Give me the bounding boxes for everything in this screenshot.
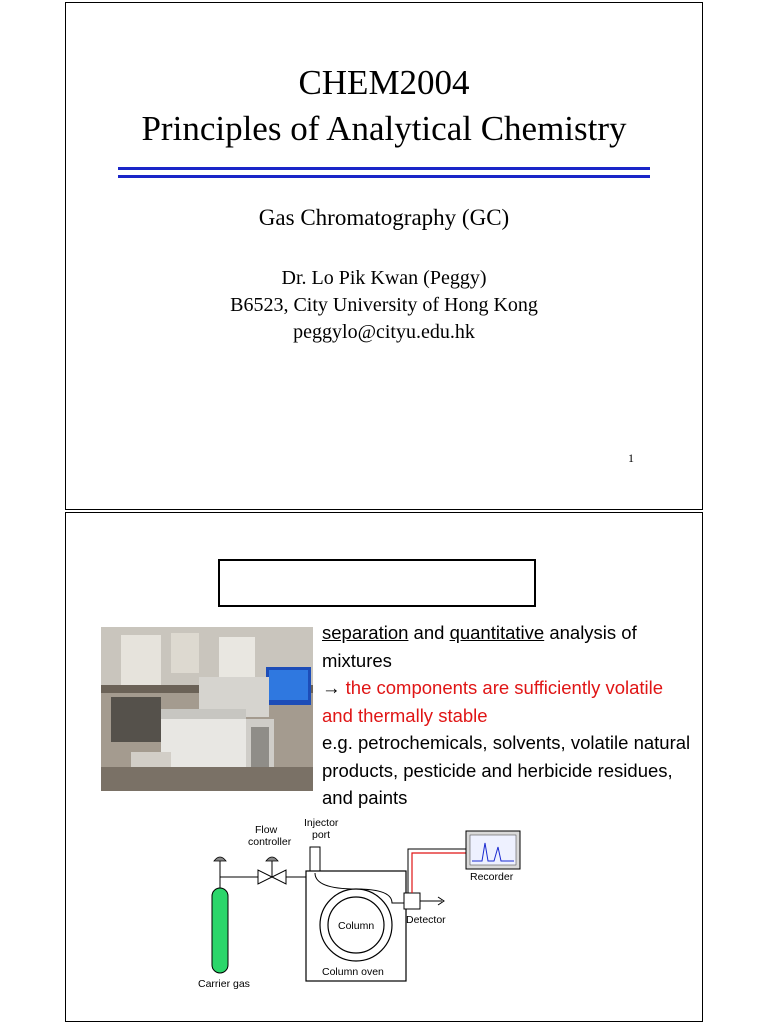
- gc-instrument-photo: [101, 627, 313, 791]
- title-rule-top: [118, 167, 650, 170]
- gas-cylinder-icon: [212, 888, 228, 973]
- course-code: CHEM2004: [298, 63, 470, 102]
- gc-description: [322, 619, 692, 812]
- author-name: Dr. Lo Pik Kwan (Peggy): [281, 267, 487, 289]
- carrier-gas-label: Carrier gas: [198, 978, 250, 989]
- column-label: Column: [338, 920, 375, 932]
- title-rule-bottom: [118, 175, 650, 178]
- injector-port-icon: [310, 847, 320, 873]
- condition-text: the components are sufficiently volatile and thermally stable: [322, 677, 664, 726]
- analysis-text: analysis of mixtures: [322, 622, 637, 671]
- arrow-symbol: →: [322, 677, 346, 698]
- author-office: B6523, City University of Hong Kong: [230, 294, 538, 316]
- author-email: peggylo@cityu.edu.hk: [293, 321, 475, 343]
- quantitative-term: quantitative: [449, 622, 545, 643]
- gc-schematic-diagram: [198, 813, 528, 989]
- slide-1: [65, 2, 703, 510]
- examples-text: e.g. petrochemicals, solvents, volatile natural products, pesticide and herbicide residues, and paints: [322, 732, 691, 808]
- flow-label-2: controller: [248, 836, 292, 848]
- flow-label-1: Flow: [255, 824, 278, 836]
- course-title: Principles of Analytical Chemistry: [141, 109, 627, 148]
- injector-label-2: port: [312, 829, 331, 841]
- topic-title: Gas Chromatography (GC): [258, 205, 510, 230]
- and-text: and: [408, 622, 450, 643]
- slide-title-box: [218, 559, 536, 607]
- recorder-wire: [412, 853, 466, 893]
- column-oven-label: Column oven: [322, 966, 384, 978]
- detector-icon: [404, 893, 420, 909]
- slide-2: [65, 512, 703, 1022]
- recorder-label: Recorder: [470, 871, 514, 883]
- detector-label: Detector: [406, 914, 446, 926]
- page-number: 1: [628, 451, 634, 465]
- injector-label-1: Injector: [304, 817, 339, 829]
- separation-term: separation: [322, 622, 409, 643]
